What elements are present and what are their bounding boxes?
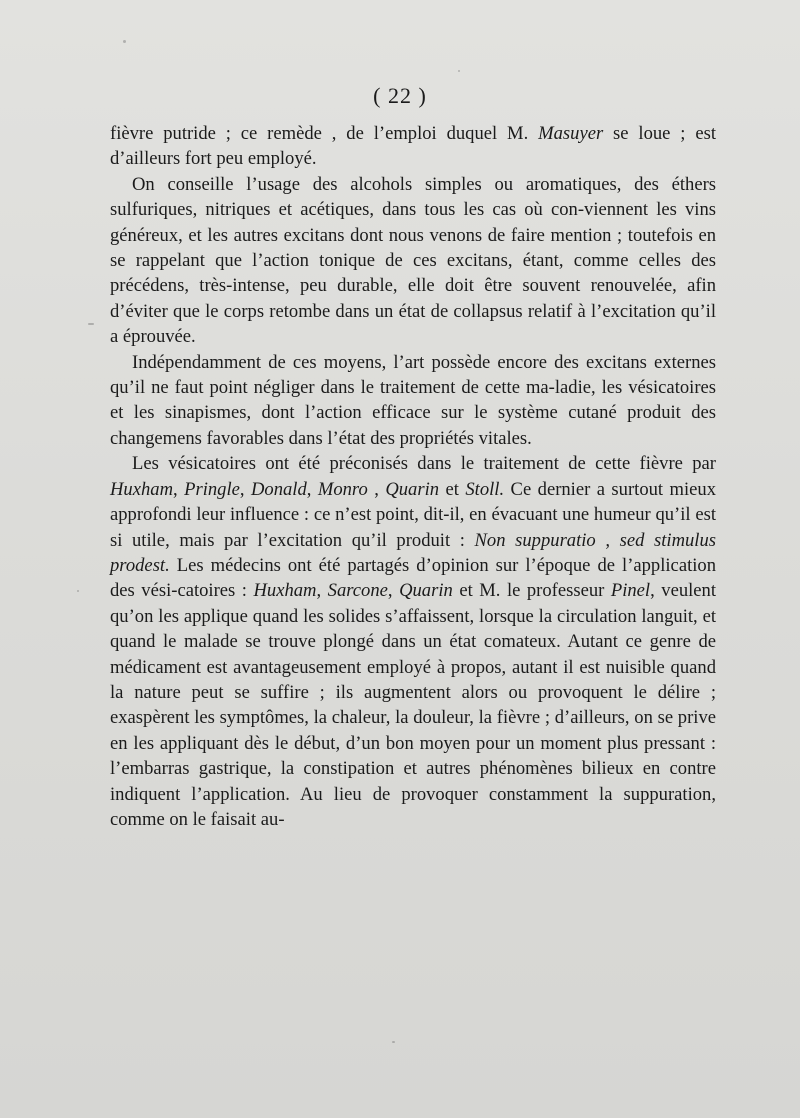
text-run: fièvre putride ; ce remède , de l’emploi duquel M. — [110, 123, 539, 144]
text-run: Ce dernier a surtout mieux approfondi leur influence : ce n’est point, dit-il, en évacuant une humeur qu’il est si utile, mais par l’excitation qu’il produit : — [110, 478, 716, 551]
text-run: On conseille l’usage des alcohols simples ou aromatiques, des éthers sulfuriques, nitriques et acétiques, dans tous les cas où con-viennent les vins généreux, et les autres excitans dont nous venons de faire mention ; toutefois en se rappelant que l’action tonique de ces excitans, étant, comme celles des précédens, très-intense, peu durable, elle doit être souvent renouvelée, afin d’éviter que le corps retombe dans un état de collapsus relatif à l’excitation qu’il a éprouvée. — [110, 173, 716, 348]
paper-speck — [88, 323, 94, 325]
italic-name: Stoll. — [465, 478, 505, 500]
paragraph — [110, 172, 716, 350]
text-run: , — [306, 478, 318, 500]
text-run: et — [439, 478, 466, 500]
text-run: , veulent qu’on les applique quand les solides s’affaissent, lorsque la circulation languit, et quand le malade se trouve plongé dans un état comateux. Autant ce genre de médicament est avantageusement employé à propos, autant il est nuisible quand la nature peut se suffire ; ils augmentent alors ou provoquent le délire ; exaspèrent les symptômes, la chaleur, la douleur, la fièvre ; d’ailleurs, on se prive en les appliquant dès le début, d’un bon moyen pour un moment plus pressant : l’embarras gastrique, la constipation et autres phénomènes bilieux en contre indiquent l’application. Au lieu de provoquer constamment la suppuration, comme on le faisait au- — [110, 580, 717, 830]
text-run: et M. le professeur — [452, 580, 611, 602]
italic-name: Pinel — [610, 580, 651, 602]
paragraph — [110, 451, 716, 832]
paragraph — [110, 121, 716, 172]
paragraph — [110, 350, 716, 452]
page-number: ( 22 ) — [373, 83, 427, 108]
italic-name: Sarcone — [327, 580, 388, 602]
italic-name: Masuyer — [538, 123, 604, 144]
text-run: , — [367, 478, 386, 500]
paper-speck — [458, 70, 460, 72]
paper-speck — [123, 40, 126, 43]
text-run: , — [387, 580, 400, 602]
italic-name: Pringle — [184, 478, 240, 500]
italic-name: Huxham — [110, 478, 173, 500]
text-run: , — [239, 478, 251, 500]
paper-speck — [77, 590, 79, 592]
text-run: , — [316, 580, 328, 602]
paper-speck — [392, 1041, 395, 1043]
italic-name: Monro — [317, 478, 368, 500]
body-text — [110, 121, 716, 832]
text-run: Indépendamment de ces moyens, l’art possède encore des excitans externes qu’il ne faut point négliger dans le traitement de cette ma-ladie, les vésicatoires et les sinapismes, dont l’action efficace sur le système cutané produit des changemens favorables dans l’état des propriétés vitales. — [110, 351, 716, 449]
italic-name: Donald — [250, 478, 307, 500]
italic-name: Quarin — [385, 478, 440, 500]
italic-name: Huxham — [253, 580, 317, 602]
text-run: Les médecins ont été partagés d’opinion sur l’époque de l’application des vési-catoires : — [110, 554, 716, 602]
text-run: , — [173, 478, 185, 500]
text-run: Les vésicatoires ont été préconisés dans le traitement de cette fièvre par — [132, 453, 716, 475]
text-run: se loue ; est d’ailleurs fort peu employé. — [110, 123, 717, 170]
italic-name: Non suppuratio , sed stimulus prodest. — [110, 529, 716, 576]
italic-name: Quarin — [399, 580, 453, 602]
